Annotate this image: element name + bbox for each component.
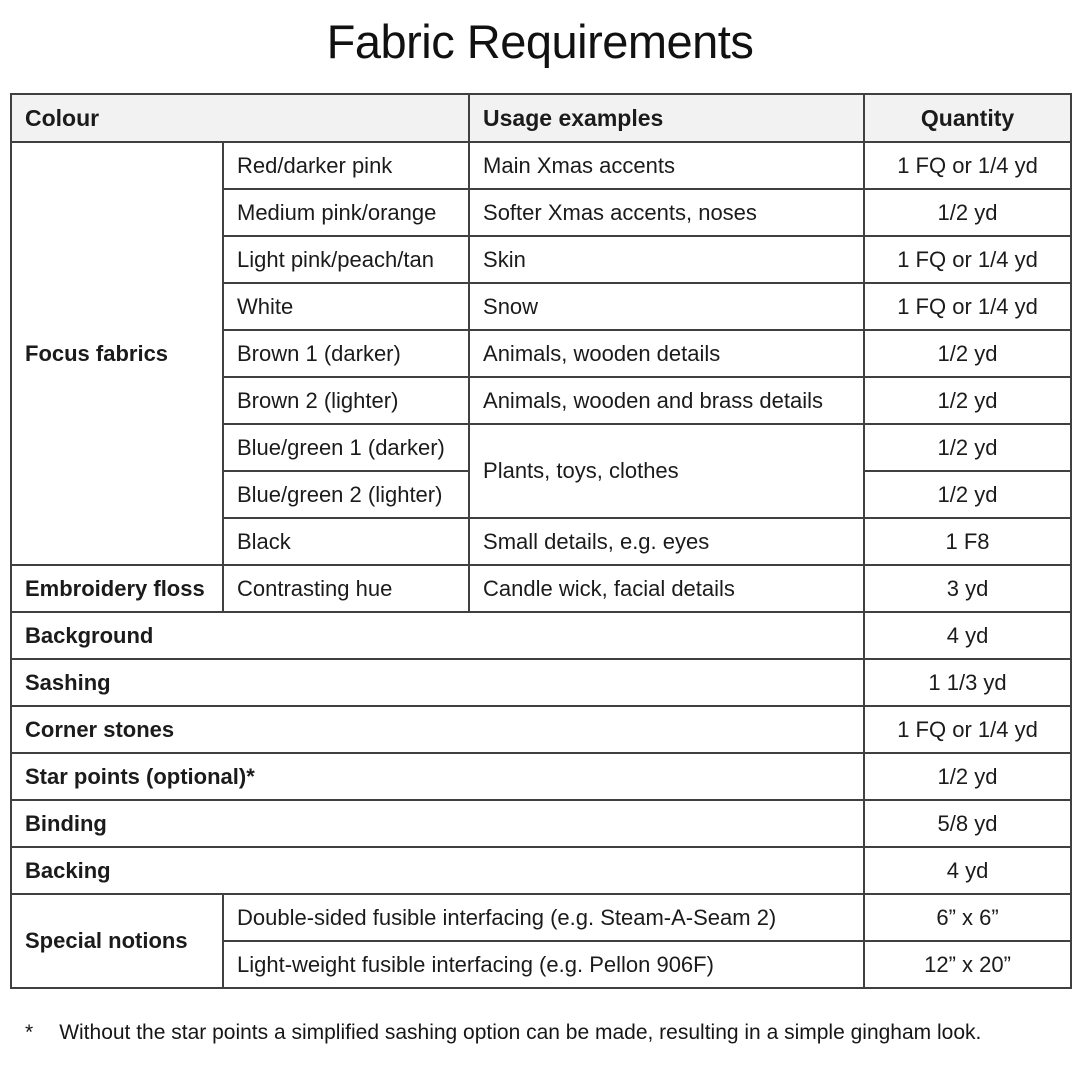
quantity-cell: 1/2 yd bbox=[864, 424, 1071, 471]
group-label-special-notions: Special notions bbox=[11, 894, 223, 988]
colour-cell: Brown 1 (darker) bbox=[223, 330, 469, 377]
colour-cell: Blue/green 2 (lighter) bbox=[223, 471, 469, 518]
table-row-backing bbox=[11, 847, 1071, 894]
usage-cell: Small details, e.g. eyes bbox=[469, 518, 864, 565]
footnote-asterisk: * bbox=[25, 1021, 34, 1044]
table-row-embroidery-floss bbox=[11, 565, 1071, 612]
quantity-cell: 1 FQ or 1/4 yd bbox=[864, 142, 1071, 189]
footnote bbox=[25, 1021, 1080, 1045]
notion-desc-cell: Double-sided fusible interfacing (e.g. Steam-A-Seam 2) bbox=[223, 894, 864, 941]
colour-cell: Light pink/peach/tan bbox=[223, 236, 469, 283]
notion-desc-cell: Light-weight fusible interfacing (e.g. Pellon 906F) bbox=[223, 941, 864, 988]
table-row-background bbox=[11, 612, 1071, 659]
col-header-usage: Usage examples bbox=[469, 94, 864, 142]
quantity-cell: 1/2 yd bbox=[864, 377, 1071, 424]
page-title: Fabric Requirements bbox=[326, 15, 754, 68]
usage-cell: Softer Xmas accents, noses bbox=[469, 189, 864, 236]
table-row-red-darker-pink bbox=[11, 142, 1071, 189]
usage-cell-merged: Plants, toys, clothes bbox=[469, 424, 864, 518]
quantity-cell: 1 FQ or 1/4 yd bbox=[864, 706, 1071, 753]
table-row-corner-stones bbox=[11, 706, 1071, 753]
quantity-cell: 1/2 yd bbox=[864, 471, 1071, 518]
row-label-star-points: Star points (optional)* bbox=[11, 753, 864, 800]
group-label-focus-fabrics: Focus fabrics bbox=[11, 142, 223, 565]
footnote-text: Without the star points a simplified sashing option can be made, resulting in a simple gingham look. bbox=[59, 1021, 982, 1044]
quantity-cell: 6” x 6” bbox=[864, 894, 1071, 941]
quantity-cell: 1/2 yd bbox=[864, 330, 1071, 377]
table-header-row bbox=[11, 94, 1071, 142]
quantity-cell: 3 yd bbox=[864, 565, 1071, 612]
col-header-quantity: Quantity bbox=[864, 94, 1071, 142]
quantity-cell: 1/2 yd bbox=[864, 189, 1071, 236]
row-label-binding: Binding bbox=[11, 800, 864, 847]
col-header-colour: Colour bbox=[11, 94, 469, 142]
usage-cell: Animals, wooden details bbox=[469, 330, 864, 377]
quantity-cell: 1 1/3 yd bbox=[864, 659, 1071, 706]
usage-cell: Skin bbox=[469, 236, 864, 283]
colour-cell: Red/darker pink bbox=[223, 142, 469, 189]
quantity-cell: 5/8 yd bbox=[864, 800, 1071, 847]
group-label-embroidery-floss: Embroidery floss bbox=[11, 565, 223, 612]
quantity-cell: 12” x 20” bbox=[864, 941, 1071, 988]
table-row-special-notions-1 bbox=[11, 894, 1071, 941]
quantity-cell: 1 FQ or 1/4 yd bbox=[864, 236, 1071, 283]
table-row-binding bbox=[11, 800, 1071, 847]
quantity-cell: 1/2 yd bbox=[864, 753, 1071, 800]
usage-cell: Snow bbox=[469, 283, 864, 330]
quantity-cell: 4 yd bbox=[864, 847, 1071, 894]
usage-cell: Main Xmas accents bbox=[469, 142, 864, 189]
colour-cell: Blue/green 1 (darker) bbox=[223, 424, 469, 471]
colour-cell: Brown 2 (lighter) bbox=[223, 377, 469, 424]
quantity-cell: 4 yd bbox=[864, 612, 1071, 659]
usage-cell: Animals, wooden and brass details bbox=[469, 377, 864, 424]
row-label-sashing: Sashing bbox=[11, 659, 864, 706]
fabric-requirements-table bbox=[10, 93, 1072, 989]
colour-cell: Medium pink/orange bbox=[223, 189, 469, 236]
quantity-cell: 1 F8 bbox=[864, 518, 1071, 565]
colour-cell: Contrasting hue bbox=[223, 565, 469, 612]
row-label-corner-stones: Corner stones bbox=[11, 706, 864, 753]
row-label-background: Background bbox=[11, 612, 864, 659]
usage-cell: Candle wick, facial details bbox=[469, 565, 864, 612]
table-row-star-points bbox=[11, 753, 1071, 800]
colour-cell: White bbox=[223, 283, 469, 330]
row-label-backing: Backing bbox=[11, 847, 864, 894]
colour-cell: Black bbox=[223, 518, 469, 565]
table-row-sashing bbox=[11, 659, 1071, 706]
quantity-cell: 1 FQ or 1/4 yd bbox=[864, 283, 1071, 330]
